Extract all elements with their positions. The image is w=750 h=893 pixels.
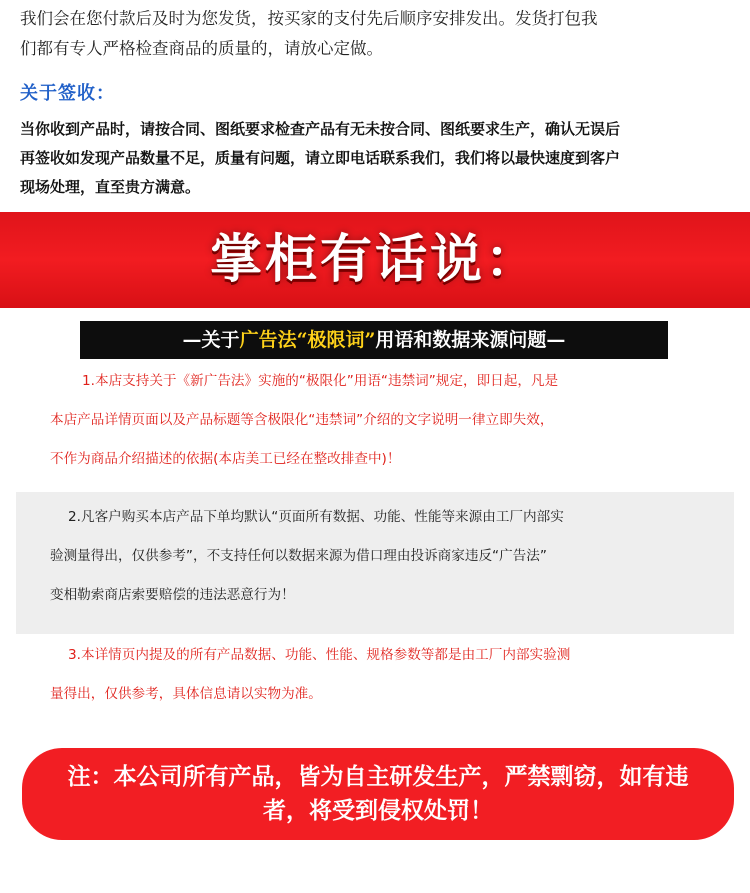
subtitle-highlight: 广告法“极限词”	[239, 329, 376, 351]
sign-section-body	[20, 115, 732, 202]
rule-line: 1.本店支持关于《新广告法》实施的“极限化”用语“违禁词”规定，即日起，凡是	[82, 373, 559, 389]
shipping-intro	[20, 4, 732, 64]
rule-line: 3.本详情页内提及的所有产品数据、功能、性能、规格参数等都是由工厂内部实验测	[68, 647, 571, 663]
rule-1	[0, 362, 750, 479]
notice-line: 者，将受到侵权处罚！	[263, 798, 493, 824]
rule-2	[0, 498, 750, 615]
rule-line: 本店产品详情页面以及产品标题等含极限化“违禁词”介绍的文字说明一律立即失效，	[50, 412, 554, 428]
sign-section-title: 关于签收：	[20, 83, 115, 104]
notice-line: 注：本公司所有产品，皆为自主研发生产，严禁剽窃，如有违	[67, 764, 689, 790]
rule-line: 2.凡客户购买本店产品下单均默认“页面所有数据、功能、性能等来源由工厂内部实	[68, 509, 564, 525]
banner-title: 掌柜有话说：	[209, 229, 540, 290]
sign-line: 当你收到产品时，请按合同、图纸要求检查产品有无未按合同、图纸要求生产，确认无误后	[20, 120, 621, 138]
sign-line: 再签收如发现产品数量不足，质量有问题，请立即电话联系我们，我们将以最快速度到客户	[20, 149, 621, 167]
rule-3	[0, 636, 750, 714]
intro-line: 们都有专人严格检查商品的质量的，请放心定做。	[20, 39, 383, 58]
copyright-notice	[22, 748, 734, 840]
ad-law-subtitle-bar	[80, 321, 668, 359]
shopkeeper-banner	[0, 212, 750, 308]
rule-line: 验测量得出，仅供参考”，不支持任何以数据来源为借口理由投诉商家违反“广告法”	[50, 548, 547, 564]
rule-line: 变相勒索商店索要赔偿的违法恶意行为！	[50, 587, 295, 603]
subtitle-suffix: 用语和数据来源问题—	[375, 329, 566, 351]
rule-line: 量得出，仅供参考，具体信息请以实物为准。	[50, 686, 322, 702]
sign-line: 现场处理，直至贵方满意。	[20, 178, 201, 196]
subtitle-prefix: —关于	[182, 329, 240, 351]
rule-line: 不作为商品介绍描述的依据(本店美工已经在整改排查中)！	[50, 451, 401, 467]
intro-line: 我们会在您付款后及时为您发货，按买家的支付先后顺序安排发出。发货打包我	[20, 9, 598, 28]
